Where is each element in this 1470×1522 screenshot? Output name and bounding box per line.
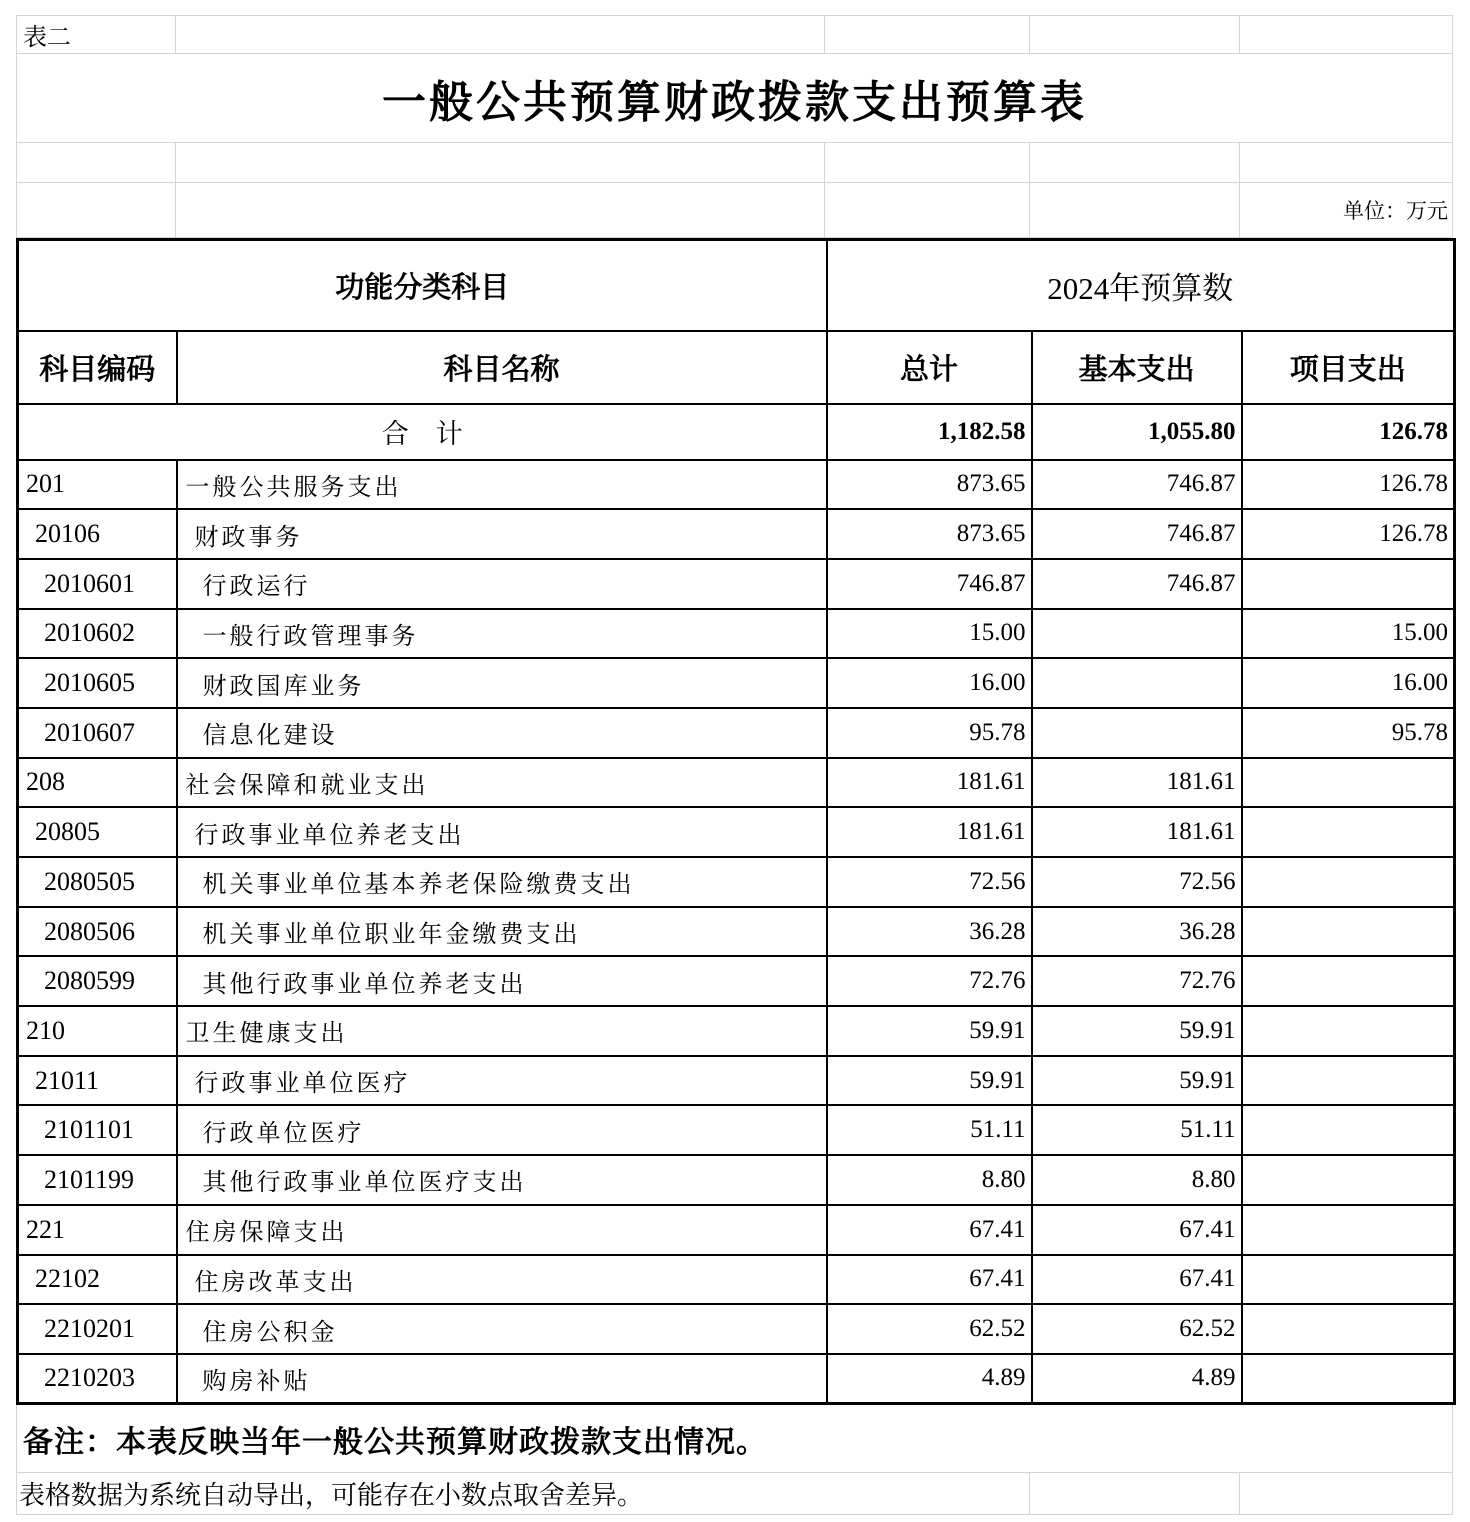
unit-label: 单位：万元	[1240, 183, 1453, 238]
project-cell: 16.00	[1242, 658, 1455, 708]
name-cell: 住房保障支出	[177, 1205, 827, 1255]
name-cell: 住房改革支出	[177, 1255, 827, 1305]
project-cell	[1242, 956, 1455, 1006]
table-row	[18, 1304, 1455, 1354]
name-cell: 一般公共服务支出	[177, 460, 827, 510]
total-row	[18, 404, 1455, 460]
code-cell: 208	[18, 758, 177, 808]
basic-cell: 72.76	[1032, 956, 1242, 1006]
code-cell: 2010605	[18, 658, 177, 708]
name-cell: 信息化建设	[177, 708, 827, 758]
table-row	[18, 907, 1455, 957]
total-cell: 67.41	[827, 1205, 1032, 1255]
code-cell: 20805	[18, 807, 177, 857]
project-cell	[1242, 1105, 1455, 1155]
basic-cell: 67.41	[1032, 1205, 1242, 1255]
total-cell: 15.00	[827, 609, 1032, 659]
total-cell: 67.41	[827, 1255, 1032, 1305]
table-row	[18, 1255, 1455, 1305]
basic-cell	[1032, 609, 1242, 659]
total-cell: 59.91	[827, 1006, 1032, 1056]
total-cell: 51.11	[827, 1105, 1032, 1155]
total-cell: 62.52	[827, 1304, 1032, 1354]
project-cell	[1242, 559, 1455, 609]
project-cell	[1242, 1255, 1455, 1305]
empty-cell	[176, 183, 826, 238]
code-cell: 2101101	[18, 1105, 177, 1155]
empty-cell	[17, 183, 176, 238]
name-cell: 其他行政事业单位医疗支出	[177, 1155, 827, 1205]
project-cell	[1242, 907, 1455, 957]
group-header-budget-year: 2024年预算数	[827, 240, 1455, 331]
top-grid	[16, 15, 1453, 238]
total-project-cell: 126.78	[1242, 404, 1455, 460]
empty-cell	[825, 143, 1030, 183]
page-title: 一般公共预算财政拨款支出预算表	[17, 54, 1453, 143]
empty-cell	[176, 16, 826, 54]
total-cell: 72.56	[827, 857, 1032, 907]
note-row-2	[16, 1473, 1453, 1515]
empty-cell	[1030, 143, 1240, 183]
basic-cell	[1032, 708, 1242, 758]
table-row	[18, 1354, 1455, 1404]
table-row	[18, 956, 1455, 1006]
total-label: 合 计	[18, 404, 827, 460]
empty-cell	[176, 143, 826, 183]
total-cell: 4.89	[827, 1354, 1032, 1404]
project-cell: 126.78	[1242, 460, 1455, 510]
name-cell: 社会保障和就业支出	[177, 758, 827, 808]
column-header-total: 总计	[827, 331, 1032, 404]
project-cell	[1242, 1056, 1455, 1106]
table-row	[18, 1056, 1455, 1106]
code-cell: 2210201	[18, 1304, 177, 1354]
project-cell	[1242, 1006, 1455, 1056]
name-cell: 财政国库业务	[177, 658, 827, 708]
project-cell	[1242, 1205, 1455, 1255]
note-line-1: 备注：本表反映当年一般公共预算财政拨款支出情况。	[16, 1405, 1453, 1473]
code-cell: 2010601	[18, 559, 177, 609]
note-line-2: 表格数据为系统自动导出，可能存在小数点取舍差异。	[17, 1473, 1030, 1515]
total-cell: 16.00	[827, 658, 1032, 708]
table-row	[18, 559, 1455, 609]
total-cell: 746.87	[827, 559, 1032, 609]
basic-cell: 59.91	[1032, 1056, 1242, 1106]
project-cell	[1242, 1155, 1455, 1205]
basic-cell: 36.28	[1032, 907, 1242, 957]
group-header-functional: 功能分类科目	[18, 240, 827, 331]
column-header-basic: 基本支出	[1032, 331, 1242, 404]
basic-cell: 72.56	[1032, 857, 1242, 907]
code-cell: 22102	[18, 1255, 177, 1305]
column-header-name: 科目名称	[177, 331, 827, 404]
total-cell: 8.80	[827, 1155, 1032, 1205]
basic-cell: 746.87	[1032, 559, 1242, 609]
empty-cell	[1030, 1473, 1240, 1515]
basic-cell: 59.91	[1032, 1006, 1242, 1056]
code-cell: 210	[18, 1006, 177, 1056]
total-cell: 873.65	[827, 509, 1032, 559]
project-cell	[1242, 758, 1455, 808]
table-row	[18, 708, 1455, 758]
code-cell: 2080505	[18, 857, 177, 907]
basic-cell: 51.11	[1032, 1105, 1242, 1155]
project-cell	[1242, 1304, 1455, 1354]
table-row	[18, 807, 1455, 857]
column-header-row	[18, 331, 1455, 404]
table-row	[18, 460, 1455, 510]
project-cell	[1242, 857, 1455, 907]
name-cell: 机关事业单位职业年金缴费支出	[177, 907, 827, 957]
empty-cell	[825, 16, 1030, 54]
name-cell: 购房补贴	[177, 1354, 827, 1404]
empty-cell	[1030, 183, 1240, 238]
basic-cell: 4.89	[1032, 1354, 1242, 1404]
name-cell: 住房公积金	[177, 1304, 827, 1354]
name-cell: 行政事业单位医疗	[177, 1056, 827, 1106]
code-cell: 2210203	[18, 1354, 177, 1404]
code-cell: 21011	[18, 1056, 177, 1106]
code-cell: 221	[18, 1205, 177, 1255]
column-header-project: 项目支出	[1242, 331, 1455, 404]
sheet-content	[16, 15, 1453, 1515]
table-row	[18, 1205, 1455, 1255]
code-cell: 20106	[18, 509, 177, 559]
name-cell: 行政运行	[177, 559, 827, 609]
table-row	[18, 1155, 1455, 1205]
basic-cell: 62.52	[1032, 1304, 1242, 1354]
sheet-label: 表二	[17, 16, 176, 54]
budget-table	[16, 238, 1456, 1405]
name-cell: 其他行政事业单位养老支出	[177, 956, 827, 1006]
basic-cell: 181.61	[1032, 758, 1242, 808]
basic-cell	[1032, 658, 1242, 708]
total-cell: 59.91	[827, 1056, 1032, 1106]
total-basic-cell: 1,055.80	[1032, 404, 1242, 460]
table-row	[18, 658, 1455, 708]
total-total-cell: 1,182.58	[827, 404, 1032, 460]
table-row	[18, 758, 1455, 808]
code-cell: 2101199	[18, 1155, 177, 1205]
code-cell: 2080599	[18, 956, 177, 1006]
name-cell: 行政单位医疗	[177, 1105, 827, 1155]
project-cell	[1242, 807, 1455, 857]
code-cell: 2010607	[18, 708, 177, 758]
table-row	[18, 609, 1455, 659]
empty-cell	[825, 183, 1030, 238]
name-cell: 卫生健康支出	[177, 1006, 827, 1056]
table-row	[18, 857, 1455, 907]
name-cell: 财政事务	[177, 509, 827, 559]
empty-cell	[1240, 143, 1453, 183]
basic-cell: 746.87	[1032, 509, 1242, 559]
total-cell: 181.61	[827, 807, 1032, 857]
total-cell: 873.65	[827, 460, 1032, 510]
empty-cell	[1240, 1473, 1453, 1515]
project-cell: 95.78	[1242, 708, 1455, 758]
column-header-code: 科目编码	[18, 331, 177, 404]
total-cell: 181.61	[827, 758, 1032, 808]
empty-cell	[17, 143, 176, 183]
code-cell: 201	[18, 460, 177, 510]
table-row	[18, 1006, 1455, 1056]
name-cell: 一般行政管理事务	[177, 609, 827, 659]
basic-cell: 181.61	[1032, 807, 1242, 857]
code-cell: 2080506	[18, 907, 177, 957]
project-cell	[1242, 1354, 1455, 1404]
code-cell: 2010602	[18, 609, 177, 659]
basic-cell: 67.41	[1032, 1255, 1242, 1305]
table-row	[18, 509, 1455, 559]
project-cell: 15.00	[1242, 609, 1455, 659]
total-cell: 72.76	[827, 956, 1032, 1006]
table-row	[18, 1105, 1455, 1155]
empty-cell	[1030, 16, 1240, 54]
project-cell: 126.78	[1242, 509, 1455, 559]
total-cell: 95.78	[827, 708, 1032, 758]
total-cell: 36.28	[827, 907, 1032, 957]
name-cell: 行政事业单位养老支出	[177, 807, 827, 857]
name-cell: 机关事业单位基本养老保险缴费支出	[177, 857, 827, 907]
empty-cell	[1240, 16, 1453, 54]
basic-cell: 746.87	[1032, 460, 1242, 510]
basic-cell: 8.80	[1032, 1155, 1242, 1205]
group-header-row	[18, 240, 1455, 331]
